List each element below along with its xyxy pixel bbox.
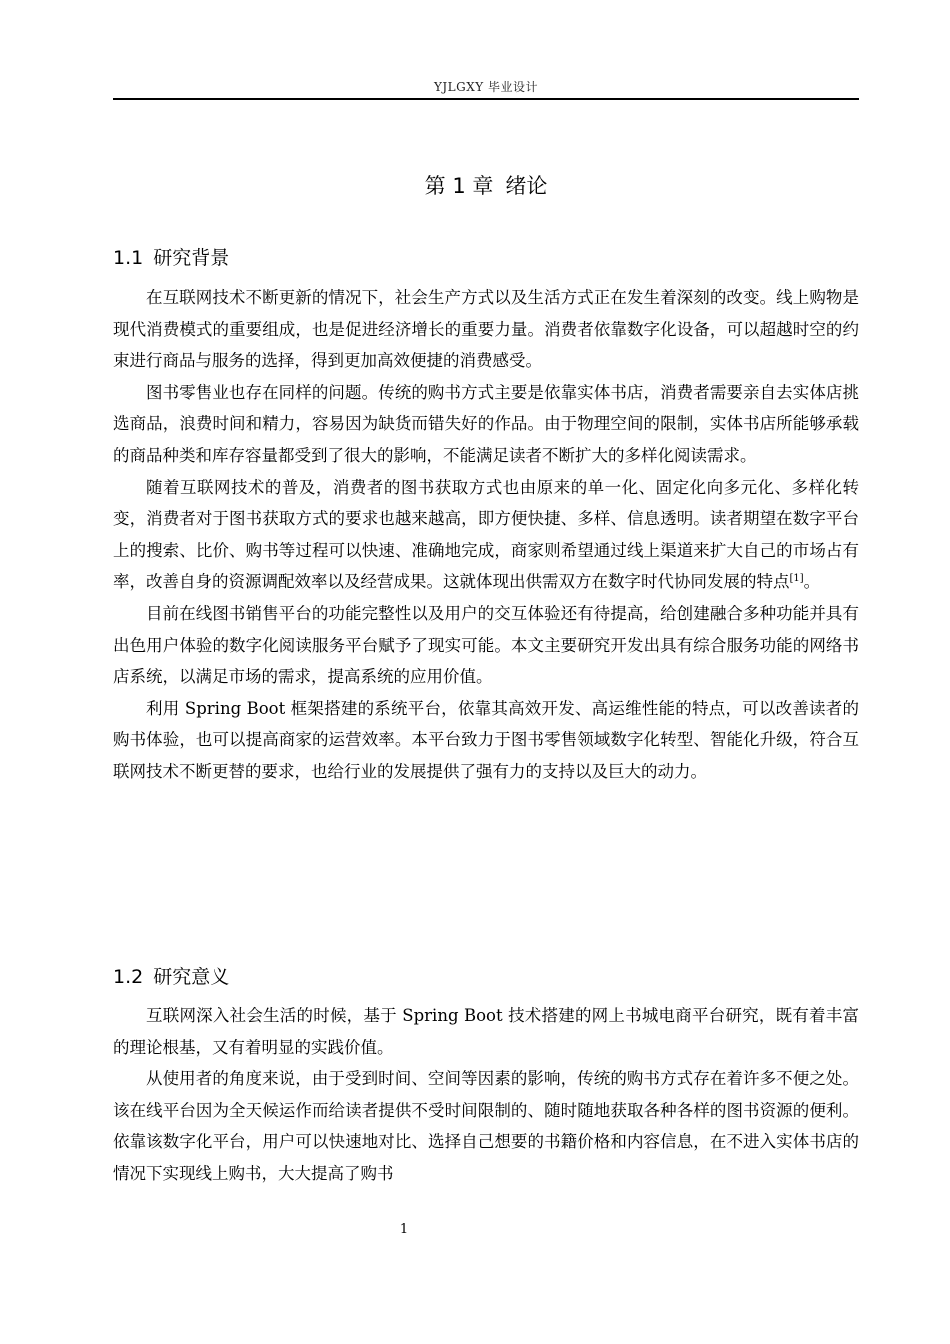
paragraph-text: 随着互联网技术的普及，消费者的图书获取方式也由原来的单一化、固定化向多元化、多样化转变，消费者对于图书获取方式的要求也越来越高，即方便快捷、多样、信息透明。读者期望在数字平台上的搜索、比价、购书等过程可以快速、准确地完成，商家则希望通过线上渠道来扩大自己的市场占有率，改善自身的资源调配效率以及经营成果。这就体现出供需双方在数字时代协同发展的特点	[113, 477, 859, 592]
section-title: 研究背景	[153, 247, 230, 269]
page-number: 1	[399, 1222, 409, 1237]
paragraph: 利用 Spring Boot 框架搭建的系统平台，依靠其高效开发、高运维性能的特点，可以改善读者的购书体验，也可以提高商家的运营效率。本平台致力于图书零售领域数字化转型、智能化升级，符合互联网技术不断更替的要求，也给行业的发展提供了强有力的支持以及巨大的动力。	[113, 698, 859, 781]
section-number: 1.2	[113, 966, 144, 988]
running-header: YJLGXY 毕业设计	[433, 80, 539, 94]
paragraph: 目前在线图书销售平台的功能完整性以及用户的交互体验还有待提高，给创建融合多种功能并具有出色用户体验的数字化阅读服务平台赋予了现实可能。本文主要研究开发出具有综合服务功能的网络书店系统，以满足市场的需求，提高系统的应用价值。	[113, 603, 859, 687]
paragraph	[113, 472, 859, 598]
chapter-title	[113, 170, 859, 200]
citation-reference: [1]	[789, 573, 804, 585]
paragraph: 从使用者的角度来说，由于受到时间、空间等因素的影响，传统的购书方式存在着许多不便之处。该在线平台因为全天候运作而给读者提供不受时间限制的、随时随地获取各种各样的图书资源的便利。依靠该数字化平台，用户可以快速地对比、选择自己想要的书籍价格和内容信息，在不进入实体书店的情况下实现线上购书，大大提高了购书	[113, 1069, 859, 1183]
section-heading-1-1	[113, 243, 859, 270]
paragraph: 图书零售业也存在同样的问题。传统的购书方式主要是依靠实体书店，消费者需要亲自去实体店挑选商品，浪费时间和精力，容易因为缺货而错失好的作品。由于物理空间的限制，实体书店所能够承载的商品种类和库存容量都受到了很大的影响，不能满足读者不断扩大的多样化阅读需求。	[113, 382, 859, 465]
section-1-1-body	[113, 282, 859, 788]
section-number: 1.1	[113, 247, 144, 269]
chapter-title-text: 绪论	[505, 174, 548, 198]
chapter-number: 第 1 章	[424, 174, 494, 198]
paragraph-tail: 。	[803, 572, 821, 592]
section-heading-1-2	[113, 962, 859, 989]
section-title: 研究意义	[153, 966, 230, 988]
paragraph: 在互联网技术不断更新的情况下，社会生产方式以及生活方式正在发生着深刻的改变。线上购物是现代消费模式的重要组成，也是促进经济增长的重要力量。消费者依靠数字化设备，可以超越时空的约束进行商品与服务的选择，得到更加高效便捷的消费感受。	[113, 288, 859, 371]
paragraph: 互联网深入社会生活的时候，基于 Spring Boot 技术搭建的网上书城电商平台研究，既有着丰富的理论根基，又有着明显的实践价值。	[113, 1006, 859, 1057]
section-1-2-body	[113, 1000, 859, 1190]
header-rule	[113, 98, 859, 100]
